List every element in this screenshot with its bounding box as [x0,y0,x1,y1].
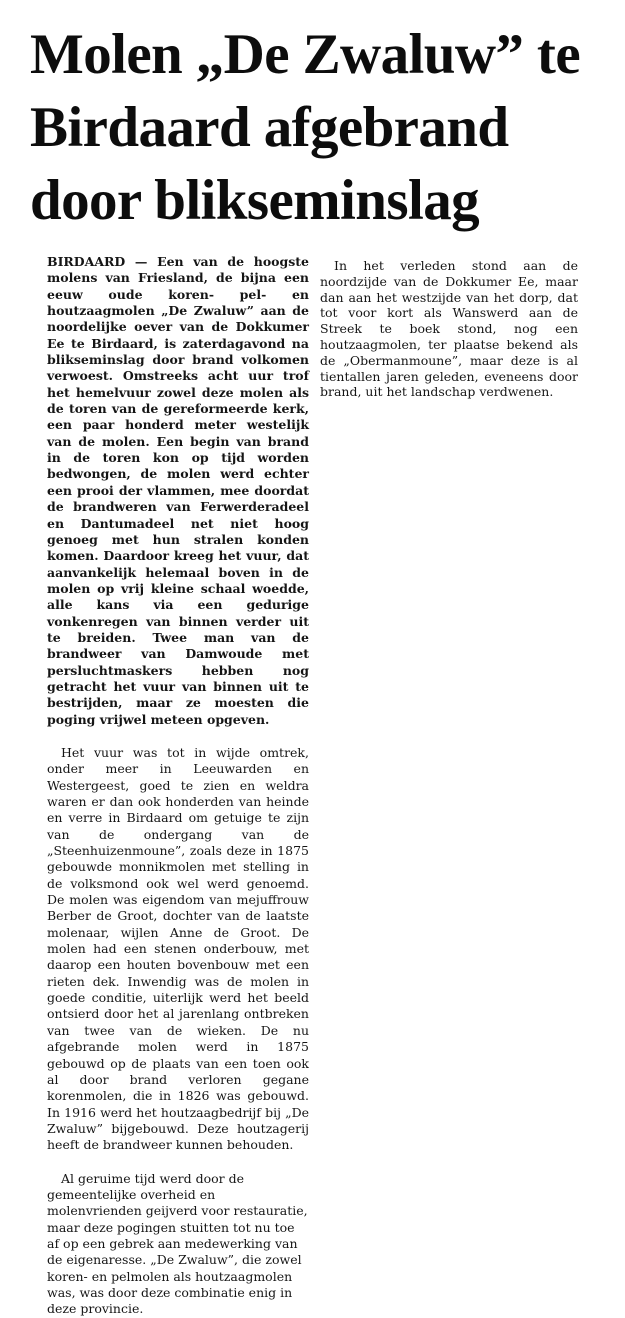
body-paragraph: In het verleden stond aan de noordzijde van de Dokkumer Ee, maar dan aan het westzijde van het dorp, dat tot voor kort als Wanswerd aan de Streek te boek stond, nog een houtzaagmolen, ter plaatse bekend als de „Obermanmoune”, maar deze is al tientallen jaren geleden, eveneens door brand, uit het landschap verdwenen. [320,258,578,400]
dateline: BIRDAARD — [47,254,148,269]
article-column-left [47,254,309,1318]
body-paragraph: Het vuur was tot in wijde omtrek, onder meer in Leeuwarden en Westergeest, goed te zien en weldra waren er dan ook honderden van heinde en verre in Birdaard om getuige te zijn van de ondergang van de „Steenhuizenmoune”, zoals deze in 1875 gebouwde monnikmolen met stelling in de volksmond ook wel werd genoemd. De molen was eigendom van mejuffrouw Berber de Groot, dochter van de laatste molenaar, wijlen Anne de Groot. De molen had een stenen onderbouw, met daarop een houten bovenbouw met een rieten dek. Inwendig was de molen in goede conditie, uiterlijk werd het beeld ontsierd door het al jarenlang ontbreken van twee van de wieken. De nu afgebrande molen werd in 1875 gebouwd op de plaats van een toen ook al door brand verloren gegane korenmolen, die in 1826 was gebouwd. In 1916 werd het houtzaagbedrijf bij „De Zwaluw” bijgebouwd. Deze houtzagerij heeft de brandweer kunnen behouden. [47,744,309,1153]
body-paragraph: Al geruime tijd werd door de gemeentelijke overheid en molenvrienden geijverd voor restauratie, maar deze pogingen stuitten tot nu toe af op een gebrek aan medewerking van de eigenaresse. „De Zwaluw”, die zowel koren- en pelmolen als houtzaagmolen was, was door deze combinatie enig in deze provincie. [47,1170,308,1317]
lead-paragraph [47,254,309,728]
article-column-right [320,258,578,400]
headline: Molen „De Zwaluw” te Birdaard afgebrand door blikseminslag [30,23,581,232]
lead-text: Een van de hoogste molens van Friesland, de bijna een eeuw oude koren- pel- en houtzaagmolen „De Zwaluw” aan de noordelijke oever van de Dokkumer Ee te Birdaard, is zaterdagavond na blikseminslag door brand volkomen verwoest. Omstreeks acht uur trof het hemelvuur zowel deze molen als de toren van de gereformeerde kerk, een paar honderd meter westelijk van de molen. Een begin van brand in de toren kon op tijd worden bedwongen, de molen werd echter een prooi der vlammen, mee doordat de brandweren van Ferwerderadeel en Dantumadeel net niet hoog genoeg met hun stralen konden komen. Daardoor kreeg het vuur, dat aanvankelijk helemaal boven in de molen op vrij kleine schaal woedde, alle kans via een gedurige vonkenregen van binnen verder uit te breiden. Twee man van de brandweer van Damwoude met persluchtmaskers hebben nog getracht het vuur van binnen uit te bestrijden, maar ze moesten die poging vrijwel meteen opgeven. [47,254,309,727]
